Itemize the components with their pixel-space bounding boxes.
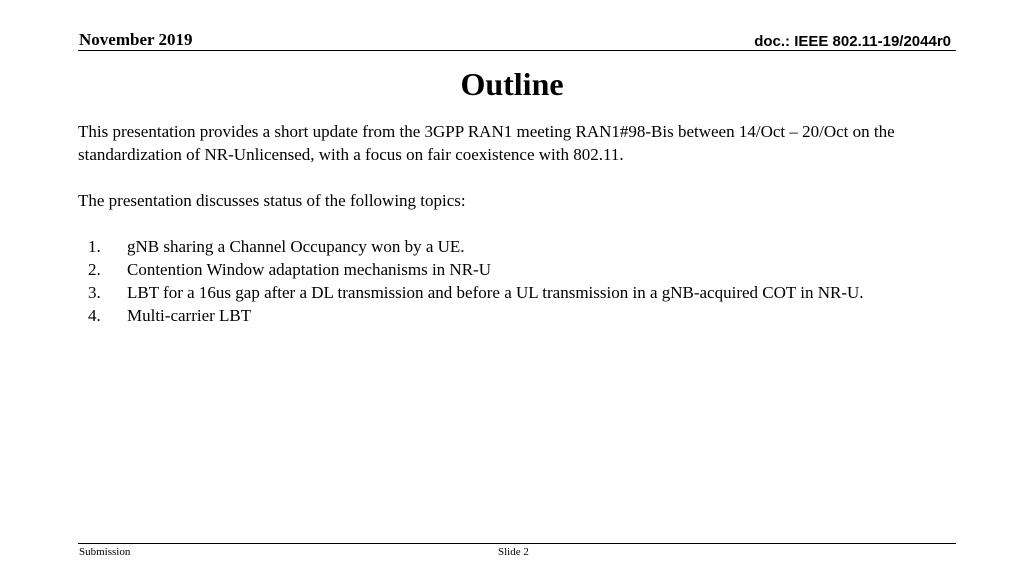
- topic-text: Multi-carrier LBT: [127, 306, 252, 325]
- topic-item: [78, 258, 928, 281]
- header-divider: [78, 50, 956, 51]
- topic-text: Contention Window adaptation mechanisms in NR-U: [127, 260, 491, 279]
- topic-item: [78, 281, 928, 304]
- topic-text: gNB sharing a Channel Occupancy won by a UE.: [127, 237, 465, 256]
- topic-number: 1.: [88, 237, 101, 256]
- slide-title: Outline: [460, 66, 564, 102]
- footer-divider: [78, 543, 956, 544]
- topic-number: 3.: [88, 283, 101, 302]
- topic-number: 2.: [88, 260, 101, 279]
- topic-text: LBT for a 16us gap after a DL transmission and before a UL transmission in a gNB-acquired COT in NR-U.: [127, 283, 864, 302]
- header-date: November 2019: [79, 30, 193, 49]
- header-doc-id: doc.: IEEE 802.11-19/2044r0: [754, 33, 951, 50]
- slide-body: [78, 120, 928, 327]
- intro-paragraph: This presentation provides a short update from the 3GPP RAN1 meeting RAN1#98-Bis between 14/Oct – 20/Oct on the standardization of NR-Unlicensed, with a focus on fair coexistence with 802.11.: [78, 122, 895, 164]
- footer-submission: Submission: [79, 546, 131, 558]
- topic-item: [78, 304, 928, 327]
- topics-lead: The presentation discusses status of the following topics:: [78, 191, 466, 210]
- footer-slide-number: Slide 2: [498, 546, 529, 558]
- topics-list: [78, 235, 928, 327]
- topic-item: [78, 235, 928, 258]
- topic-number: 4.: [88, 306, 101, 325]
